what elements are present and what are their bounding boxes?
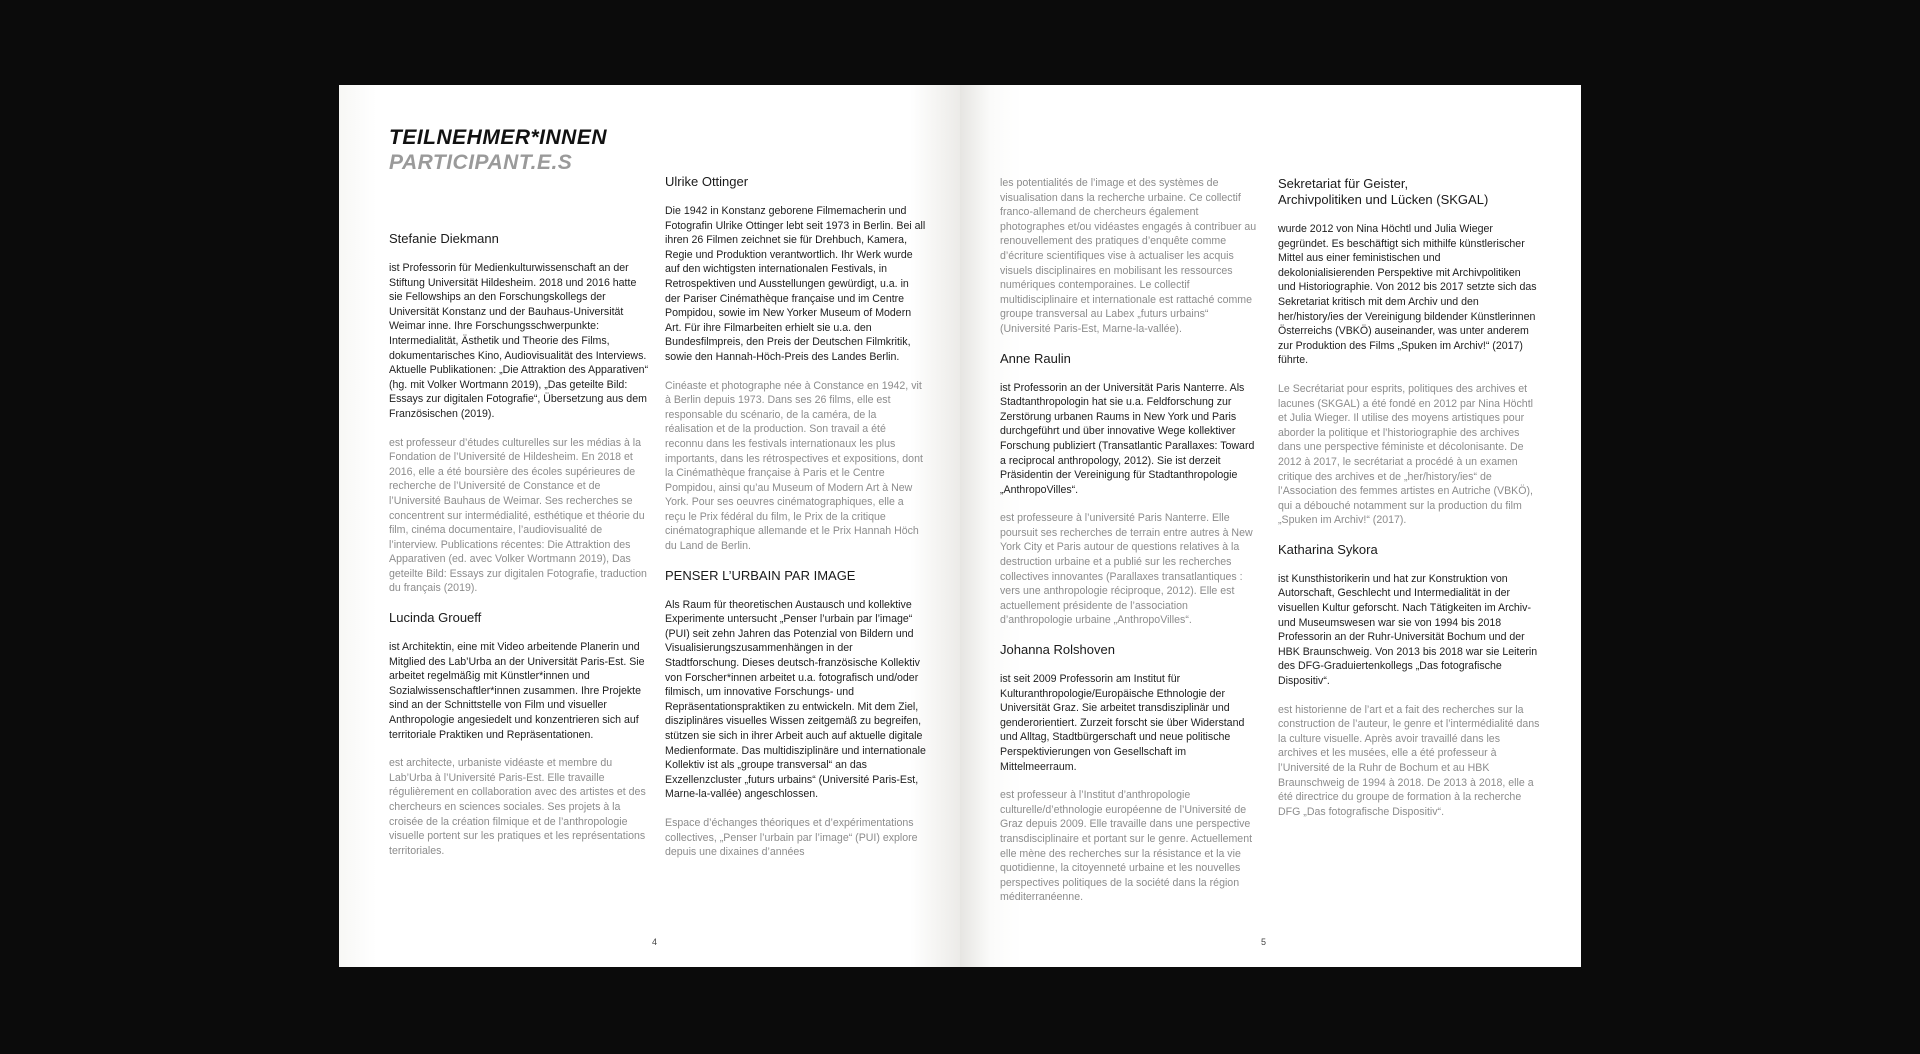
bio-german: ist seit 2009 Professorin am Institut für Kulturanthropologie/Europäische Ethnologie der Universität Graz. Sie arbeitet transdisziplinär und genderorientiert. Zurzeit forscht sie über Widerstand und Alltag, Stadtbürgerschaft und neue politische Perspektivierungen von Gesellschaft im Mittelmeerraum. (1000, 673, 1245, 773)
collective-name (1278, 176, 1540, 208)
left-page-column-2 (665, 174, 927, 874)
bio-german: Die 1942 in Konstanz geborene Filmemacherin und Fotografin Ulrike Ottinger lebt seit 1973 in Berlin. Bei all ihren 26 Filmen zeichnet sie für Drehbuch, Kamera, Regie und Produktion verantwortlich. Ihr Werk wurde auf den wichtigsten internationalen Festivals, in Retrospektiven und Ausstellungen gewürdigt, u.a. in der Pariser Cinémathèque française und im Centre Pompidou, sowie im New Yorker Museum of Modern Art. Für ihre Filmarbeiten erhielt sie u.a. den Bundesfilmpreis, den Preis der Deutschen Filmkritik, sowie den Hannah-Höch-Preis des Landes Berlin. (665, 205, 926, 363)
bio-french: est professeur d’études culturelles sur les médias à la Fondation de l’Université de Hildesheim. En 2018 et 2016, elle a été boursière des écoles supérieures de recherche de l’Université de Constance et de l’Université Bauhaus de Weimar. Ses recherches se concentrent sur intermédialité, esthétique et théorie du film, cinéma documentaire, l’audiovisualité de l’interview. Publications récentes: Die Attraktion des Apparativen (ed. avec Volker Wortmann 2019), Das geteilte Bild: Essays zur digitalen Fotografie, traduction du français (2019). (389, 436, 647, 595)
bio-german: ist Architektin, eine mit Video arbeitende Planerin und Mitglied des Lab’Urba an der Universität Paris-Est. Sie arbeitet regelmäßig mit Künstler*innen und Sozialwissenschaftler*innen zusammen. Ihre Projekte sind an der Schnittstelle von Film und visueller Anthropologie angesiedelt und konzentrieren sich auf territoriale Praktiken und Repräsentationen. (389, 641, 645, 741)
right-page-column-2 (1278, 176, 1540, 833)
bio-french: Espace d’échanges théoriques et d’expérimentations collectives, „Penser l’urbain par l’image“ (PUI) explore depuis une dixaines d’années (665, 816, 918, 859)
participant-name: Ulrike Ottinger (665, 174, 749, 189)
page-number: 4 (652, 937, 658, 947)
bio-german: ist Professorin an der Universität Paris Nanterre. Als Stadtanthropologin hat sie u.a. Feldforschung zur Zerstörung urbanen Raums in New York und Paris durchgeführt und über innovative Wege kollektiver Forschung publiziert (Transatlantic Parallaxes: Toward a reciprocal anthropology, 2012). Sie ist derzeit Präsidentin der Vereinigung für Stadtanthropologie „AnthropoVilles“. (1000, 381, 1255, 496)
bio-german: ist Professorin für Medienkulturwissenschaft an der Stiftung Universität Hildesheim. 2018 und 2016 hatte sie Fellowships an den Forschungskollegs der Universität Konstanz und der Bauhaus-Universität Weimar inne. Ihre Forschungsschwerpunkte: Intermedialität, Ästhetik und Theorie des Films, dokumentarisches Kino, Audiovisualität des Interviews. Aktuelle Publikationen: „Die Attraktion des Apparativen“ (hg. mit Volker Wortmann 2019), „Das geteilte Bild: Essays zur digitalen Fotografie“, Übersetzung aus dem Französischen (2019). (389, 262, 649, 420)
participant-name: Anne Raulin (1000, 350, 1071, 366)
participant-name: Katharina Sykora (1278, 541, 1378, 557)
bio-french: est historienne de l’art et a fait des recherches sur la construction de l’auteur, le genre et l’intermédialité dans la culture visuelle. Après avoir travaillé dans les archives et les musées, elle a été professeur à l’Université de la Ruhr de Bochum et au HBK Braunschweig de 1994 à 2018. De 2013 à 2018, elle a été directrice du groupe de formation à la recherche DFG „Das fotografische Dispositiv“. (1278, 703, 1540, 818)
page-heading (389, 125, 607, 175)
bio-french: est professeur à l’Institut d’anthropologie culturelle/d’ethnologie européenne de l’Université de Graz depuis 2009. Elle travaille dans une perspective transdisciplinaire et portant sur le genre. Actuellement elle mène des recherches sur la résistance et la vie quotidienne, la citoyenneté urbaine et les nouvelles perspectives politiques de la société dans la région méditerranéenne. (1000, 789, 1253, 904)
bio-german: ist Kunsthistorikerin und hat zur Konstruktion von Autorschaft, Geschlecht und Intermedialität in der visuellen Kultur geforscht. Nach Tätigkeiten im Archiv- und Museumswesen war sie von 1994 bis 2018 Professorin an der Ruhr-Universität Bochum und der HBK Braunschweig. Von 2013 bis 2018 war sie Leiterin des DFG-Graduiertenkollegs „Das fotografische Dispositiv“. (1278, 572, 1538, 688)
bio-french: est professeure à l’université Paris Nanterre. Elle poursuit ses recherches de terrain entre autres à New York City et Paris autour de questions relatives à la destruction urbaine et a publié sur les recherches collectives innovantes (Parallaxes transatlantiques : vers une anthropologie réciproque, 2012). Elle est actuellement présidente de l’association d’anthropologie urbaine „AnthropoVilles“. (1000, 512, 1253, 627)
page-number: 5 (1261, 937, 1267, 947)
participant-name: Lucinda Groueff (389, 610, 482, 626)
bio-german: wurde 2012 von Nina Höchtl und Julia Wieger gegründet. Es beschäftigt sich mithilfe künstlerischer Mittel aus einer feministischen und dekolonialisierenden Perspektive mit Archivpolitiken und Historiographie. Von 2012 bis 2017 setzte sich das Sekretariat kritisch mit dem Archiv und den her/history/ies der Vereinigung bildender Künstlerinnen Österreichs (VBKÖ) auseinander, was unter anderem zur Produktion des Films „Spuken im Archiv!“ (2017) führte. (1278, 223, 1537, 367)
collective-name-line-2: Archivpolitiken und Lücken (SKGAL) (1278, 192, 1489, 207)
heading-french: PARTICIPANT.E.S (389, 151, 573, 174)
right-page-column-1 (1000, 176, 1262, 919)
booklet-spread (339, 85, 1581, 967)
participant-name: Johanna Rolshoven (1000, 642, 1115, 658)
participant-name: Stefanie Diekmann (389, 231, 499, 246)
bio-french: Le Secrétariat pour esprits, politiques des archives et lacunes (SKGAL) a été fondé en 2012 par Nina Höchtl et Julia Wieger. Il utilise des moyens artistiques pour aborder la politique et l’historiographie des archives dans une perspective féministe et décolonisante. De 2012 à 2017, le secrétariat a procédé à un examen critique des archives et de „her/history/ies“ de l’Association des femmes artistes en Autriche (VBKÖ), qui a débouché notamment sur la production du film „Spuken im Archiv!“ (2017). (1278, 382, 1533, 527)
bio-french: Cinéaste et photographe née à Constance en 1942, vit à Berlin depuis 1973. Dans ses 26 films, elle est responsable du scénario, de la caméra, de la réalisation et de la production. Son travail a été reconnu dans les festivals internationaux les plus importants, dans les rétrospectives et expositions, dont la Cinémathèque française à Paris et le Centre Pompidou, ainsi qu’au Museum of Modern Art à New York. Pour ses oeuvres cinématographiques, elle a reçu le Prix fédéral du film, le Prix de la critique cinématographique allemande et le Prix Hannah Höch du Land de Berlin. (665, 379, 923, 553)
right-page (960, 85, 1581, 967)
collective-name-line-1: Sekretariat für Geister, (1278, 176, 1409, 191)
collective-name: PENSER L’URBAIN PAR IMAGE (665, 567, 856, 583)
heading-german: TEILNEHMER*INNEN (389, 126, 608, 149)
left-page (339, 85, 960, 967)
bio-french-continued: les potentialités de l’image et des systèmes de visualisation dans la recherche urbaine. Ce collectif franco-allemand de chercheurs également photographes et/ou vidéastes engagés à contribuer au renouvellement des pratiques d’enquête comme d’écriture scientifiques vise à actualiser les acquis visuels disciplinaires en mobilisant les ressources numériques contemporaines. Le collectif multidisciplinaire et internationale est rattaché comme groupe transversal au Labex „futurs urbains“ (Université Paris-Est, Marne-la-vallée). (1000, 177, 1257, 335)
bio-french: est architecte, urbaniste vidéaste et membre du Lab’Urba à l’Université Paris-Est. Elle travaille régulièrement en collaboration avec des artistes et des chercheurs en sciences sociales. Ses projets à la croisée de la création filmique et de l’anthropologie visuelle portent sur les pratiques et les représentations territoriales. (389, 757, 646, 857)
bio-german: Als Raum für theoretischen Austausch und kollektive Experimente untersucht „Penser l’urbain par l’image“ (PUI) seit zehn Jahren das Potenzial von Bildern und Visualisierungszusammenhängen in der Stadtforschung. Dieses deutsch-französische Kollektiv von Forscher*innen arbeitet u.a. fotografisch und/oder filmisch, um innovative Forschungs- und Repräsentationspraktiken zu entwickeln. Mit dem Ziel, disziplinäres visuelles Wissen zeitgemäß zu begreifen, stützen sie sich in ihrer Arbeit auch auf aktuelle digitale Medienformate. Das multidisziplinäre und internationale Kollektiv ist als „groupe transversal“ an das Exzellenzcluster „futurs urbains“ (Université Paris-Est, Marne-la-vallée) angeschlossen. (665, 598, 926, 801)
left-page-column-1 (389, 231, 651, 872)
